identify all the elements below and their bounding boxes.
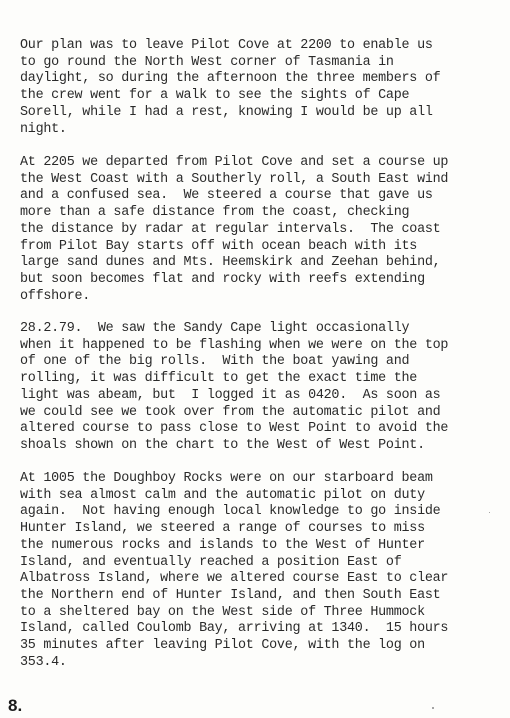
text-line: At 1005 the Doughboy Rocks were on our starboard beam [20,471,433,486]
text-line: the distance by radar at regular intervals. The coast [20,221,441,237]
text-line: the numerous rocks and islands to the West of Hunter [20,537,425,553]
text-line: again. Not having enough local knowledge to go inside [20,504,441,520]
text-line: daylight, so during the afternoon the three members of [20,71,441,87]
text-line: we could see we took over from the automatic pilot and [20,404,441,420]
text-line: Our plan was to leave Pilot Cove at 2200 to enable us [20,38,433,53]
scan-speck [432,707,434,709]
text-line: when it happened to be flashing when we were on the top [20,337,449,353]
paragraph-departure-plan [20,38,504,138]
text-line: Sorell, while I had a rest, knowing I would be up all [20,104,433,120]
text-line: Island, called Coulomb Bay, arriving at 1340. 15 hours [20,621,449,637]
text-line: more than a safe distance from the coast, checking [20,205,410,221]
text-line: 35 minutes after leaving Pilot Cove, with the log on [20,638,425,654]
text-line: Albatross Island, where we altered course East to clear [20,571,449,587]
text-line: to a sheltered bay on the West side of Three Hummock [20,604,425,620]
paragraph-sandy-cape [20,321,504,455]
text-line: shoals shown on the chart to the West of West Point. [20,437,425,453]
text-line: Hunter Island, we steered a range of courses to miss [20,521,425,537]
page-number: 8. [8,696,23,715]
text-line: of one of the big rolls. With the boat yawing and [20,354,410,370]
text-line: 28.2.79. We saw the Sandy Cape light occasionally [20,321,410,336]
text-line: At 2205 we departed from Pilot Cove and set a course up [20,155,449,170]
text-line: but soon becomes flat and rocky with reefs extending [20,271,425,287]
text-line: night. [20,121,67,137]
text-line: offshore. [20,288,91,304]
paragraph-west-coast [20,155,504,305]
scan-speck [489,512,490,513]
text-line: to go round the North West corner of Tasmania in [20,54,394,70]
text-line: the West Coast with a Southerly roll, a South East wind [20,171,449,187]
text-line: Island, and eventually reached a position East of [20,554,402,570]
paragraph-doughboy-rocks [20,471,504,671]
text-line: the Northern end of Hunter Island, and then South East [20,587,441,603]
text-line: with sea almost calm and the automatic pilot on duty [20,487,425,503]
text-line: from Pilot Bay starts off with ocean beach with its [20,238,418,254]
text-line: large sand dunes and Mts. Heemskirk and Zeehan behind, [20,255,441,271]
text-line: the crew went for a walk to see the sights of Cape [20,88,410,104]
text-line: rolling, it was difficult to get the exact time the [20,371,418,387]
text-line: altered course to pass close to West Point to avoid the [20,421,449,437]
text-line: light was abeam, but I logged it as 0420. As soon as [20,387,441,403]
text-line: 353.4. [20,654,67,670]
text-line: and a confused sea. We steered a course that gave us [20,188,433,204]
